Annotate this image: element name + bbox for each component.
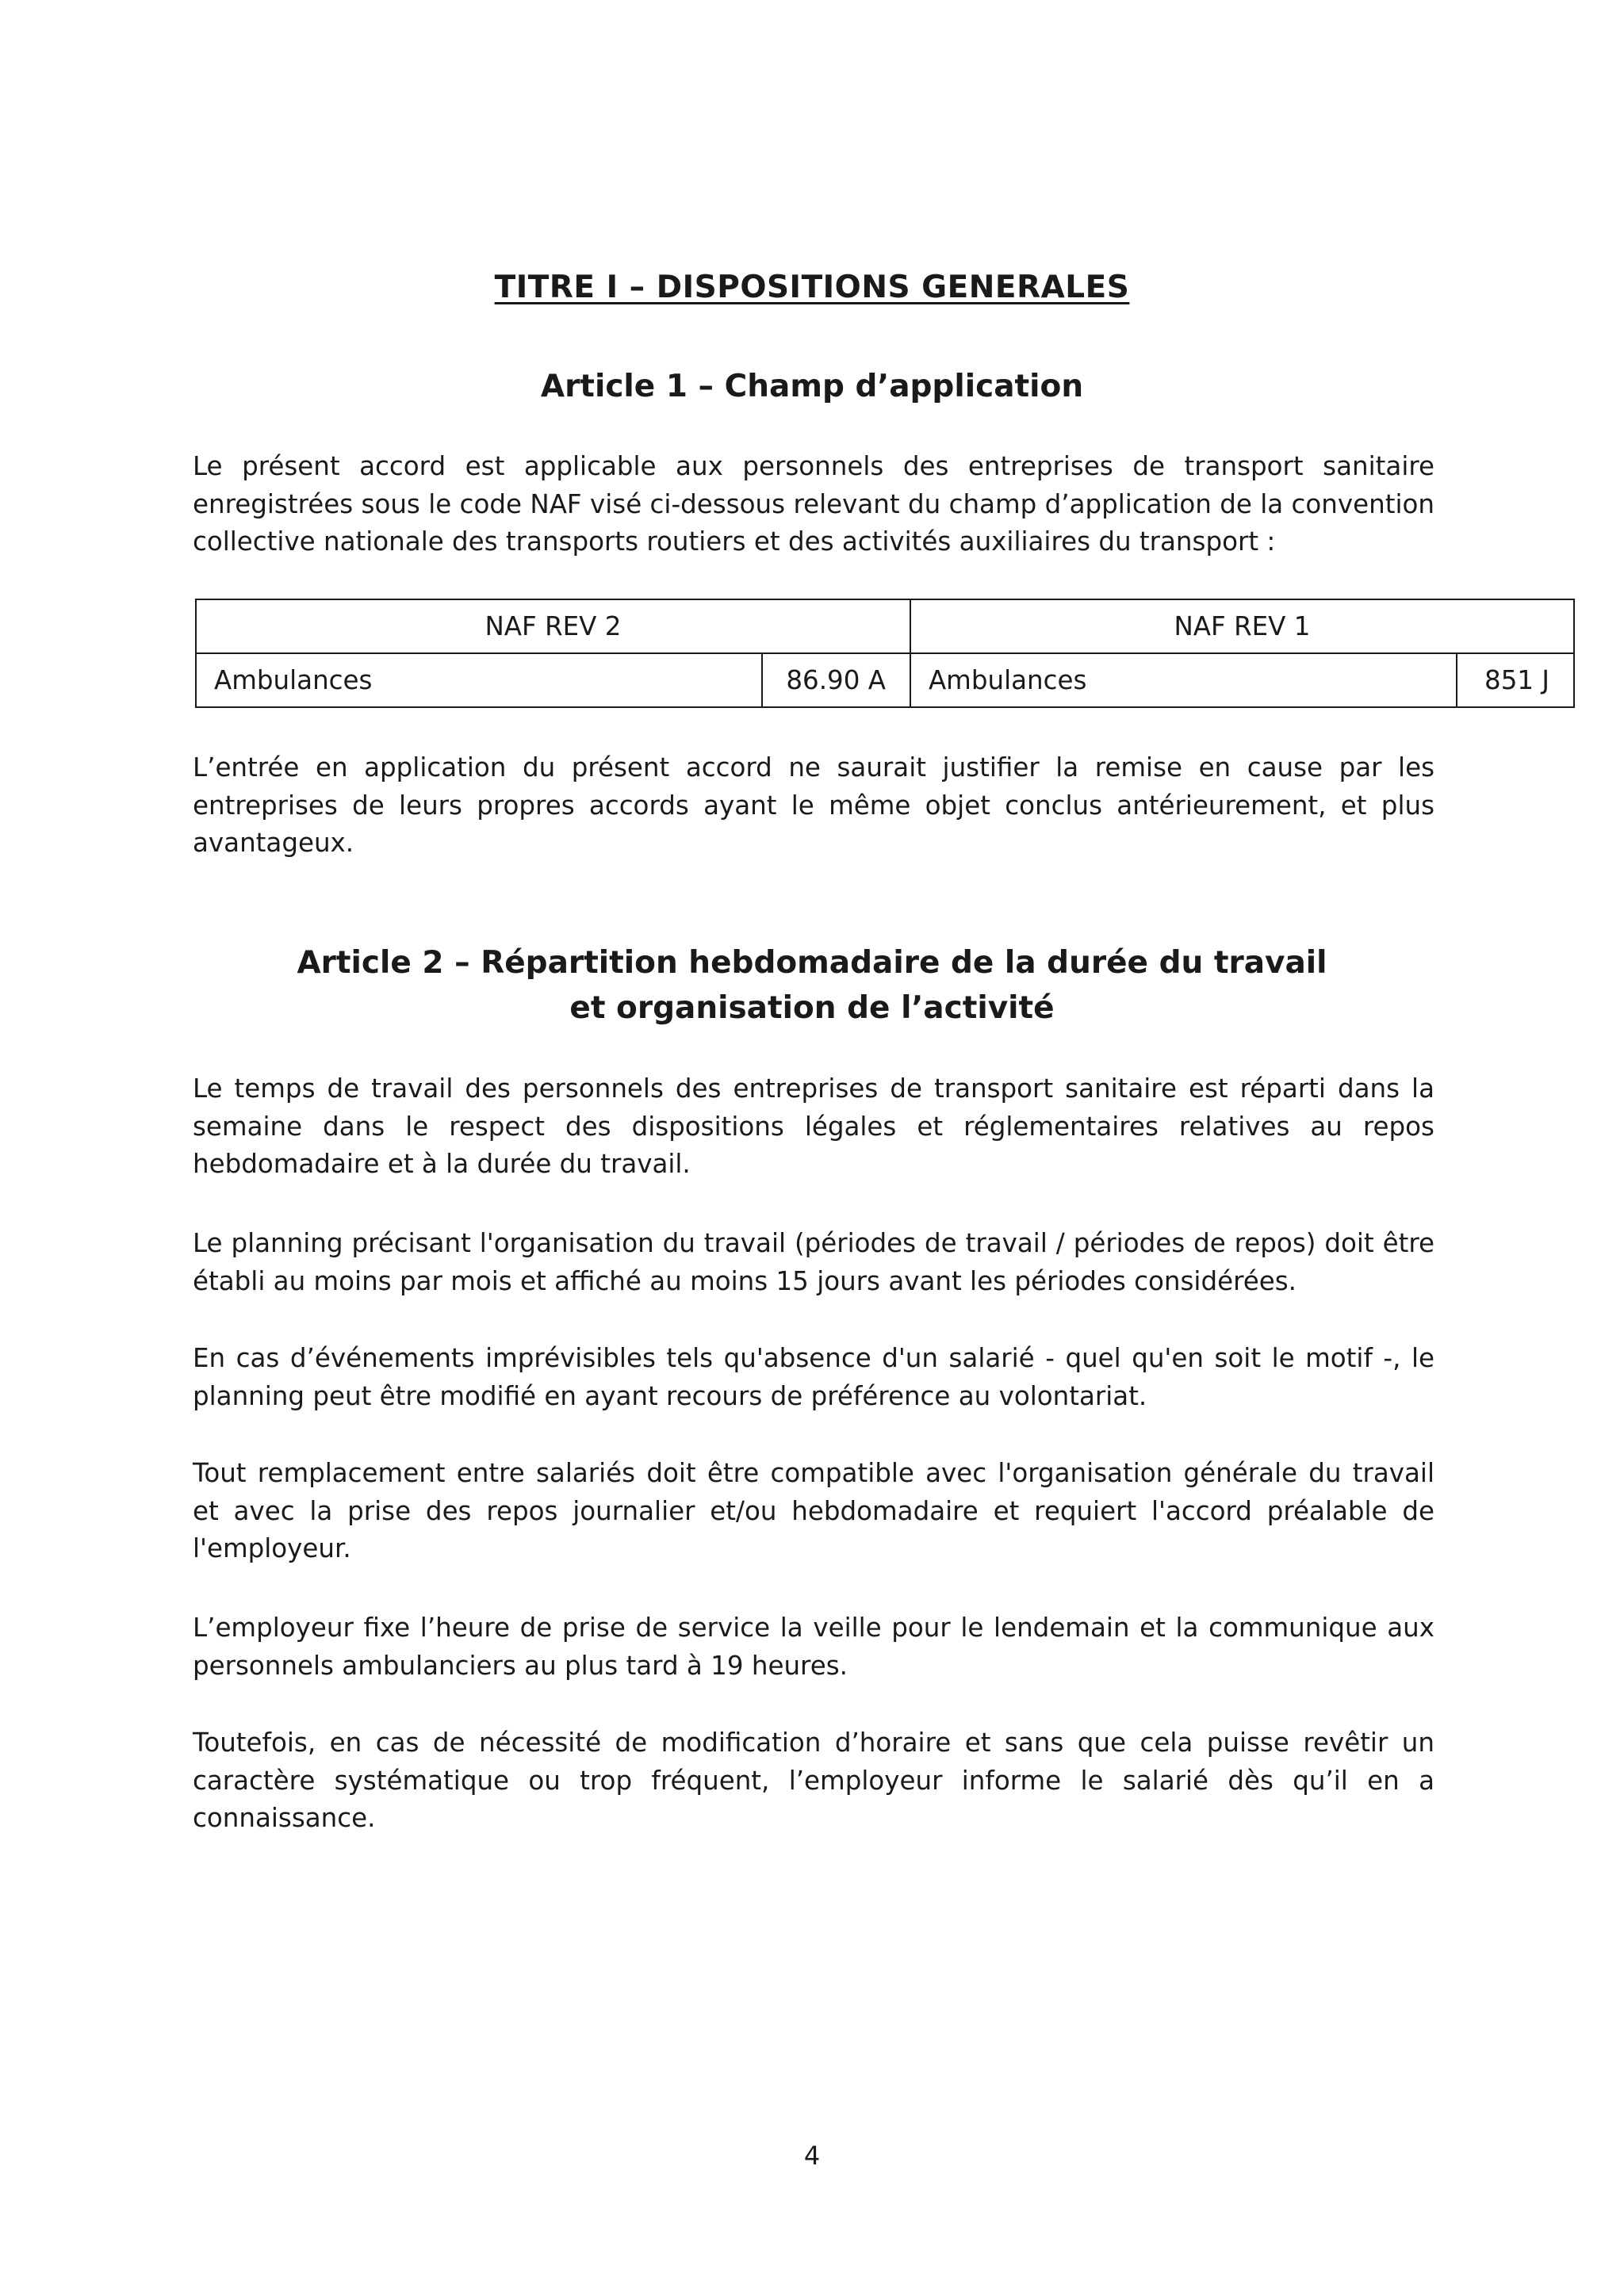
article-2-paragraph-1: Le temps de travail des personnels des entreprises de transport sanitaire est réparti dans la semaine dans le respect des dispositions légales et réglementaires relatives au repos hebdomadaire et à la durée du travail. [193, 1073, 1434, 1179]
article-1-heading: Article 1 – Champ d’application [540, 369, 1084, 404]
article-2-paragraph-2: Le planning précisant l'organisation du travail (périodes de travail / périodes de repos) doit être établi au moins par mois et affiché au moins 15 jours avant les périodes considérées. [193, 1228, 1434, 1296]
article-2-paragraph-4: Tout remplacement entre salariés doit être compatible avec l'organisation générale du travail et avec la prise des repos journalier et/ou hebdomadaire et requiert l'accord préalable de l'employeur. [193, 1458, 1434, 1563]
article-2-paragraph-5: L’employeur fixe l’heure de prise de service la veille pour le lendemain et la communique aux personnels ambulanciers au plus tard à 19 heures. [193, 1613, 1434, 1681]
article-2-heading-line2: et organisation de l’activité [569, 990, 1055, 1026]
naf-rev1-label: Ambulances [910, 653, 1457, 707]
naf-code-table [195, 599, 1575, 708]
naf-rev1-header: NAF REV 1 [910, 599, 1574, 653]
article-1-intro: Le présent accord est applicable aux personnels des entreprises de transport sanitaire enregistrées sous le code NAF visé ci-dessous relevant du champ d’application de la convention collective nationale des transports routiers et des activités auxiliaires du transport : [193, 451, 1434, 557]
article-2-paragraph-3: En cas d’événements imprévisibles tels qu'absence d'un salarié - quel qu'en soit le motif -, le planning peut être modifié en ayant recours de préférence au volontariat. [193, 1343, 1434, 1411]
naf-rev1-code: 851 J [1457, 653, 1574, 707]
page-number: 4 [803, 2141, 821, 2171]
naf-rev2-code: 86.90 A [762, 653, 910, 707]
naf-rev2-label: Ambulances [196, 653, 762, 707]
article-2-heading-line1: Article 2 – Répartition hebdomadaire de la durée du travail [297, 945, 1327, 981]
section-title: TITRE I – DISPOSITIONS GENERALES [494, 270, 1130, 305]
naf-rev2-header: NAF REV 2 [196, 599, 910, 653]
naf-table-row [196, 653, 1574, 707]
naf-table-header-row [196, 599, 1574, 653]
article-2-paragraph-6: Toutefois, en cas de nécessité de modification d’horaire et sans que cela puisse revêtir un caractère systématique ou trop fréquent, l’employeur informe le salarié dès qu’il en a connaissance. [193, 1728, 1434, 1833]
article-1-closing: L’entrée en application du présent accord ne saurait justifier la remise en cause par les entreprises de leurs propres accords ayant le même objet conclus antérieurement, et plus avantageux. [193, 752, 1434, 858]
